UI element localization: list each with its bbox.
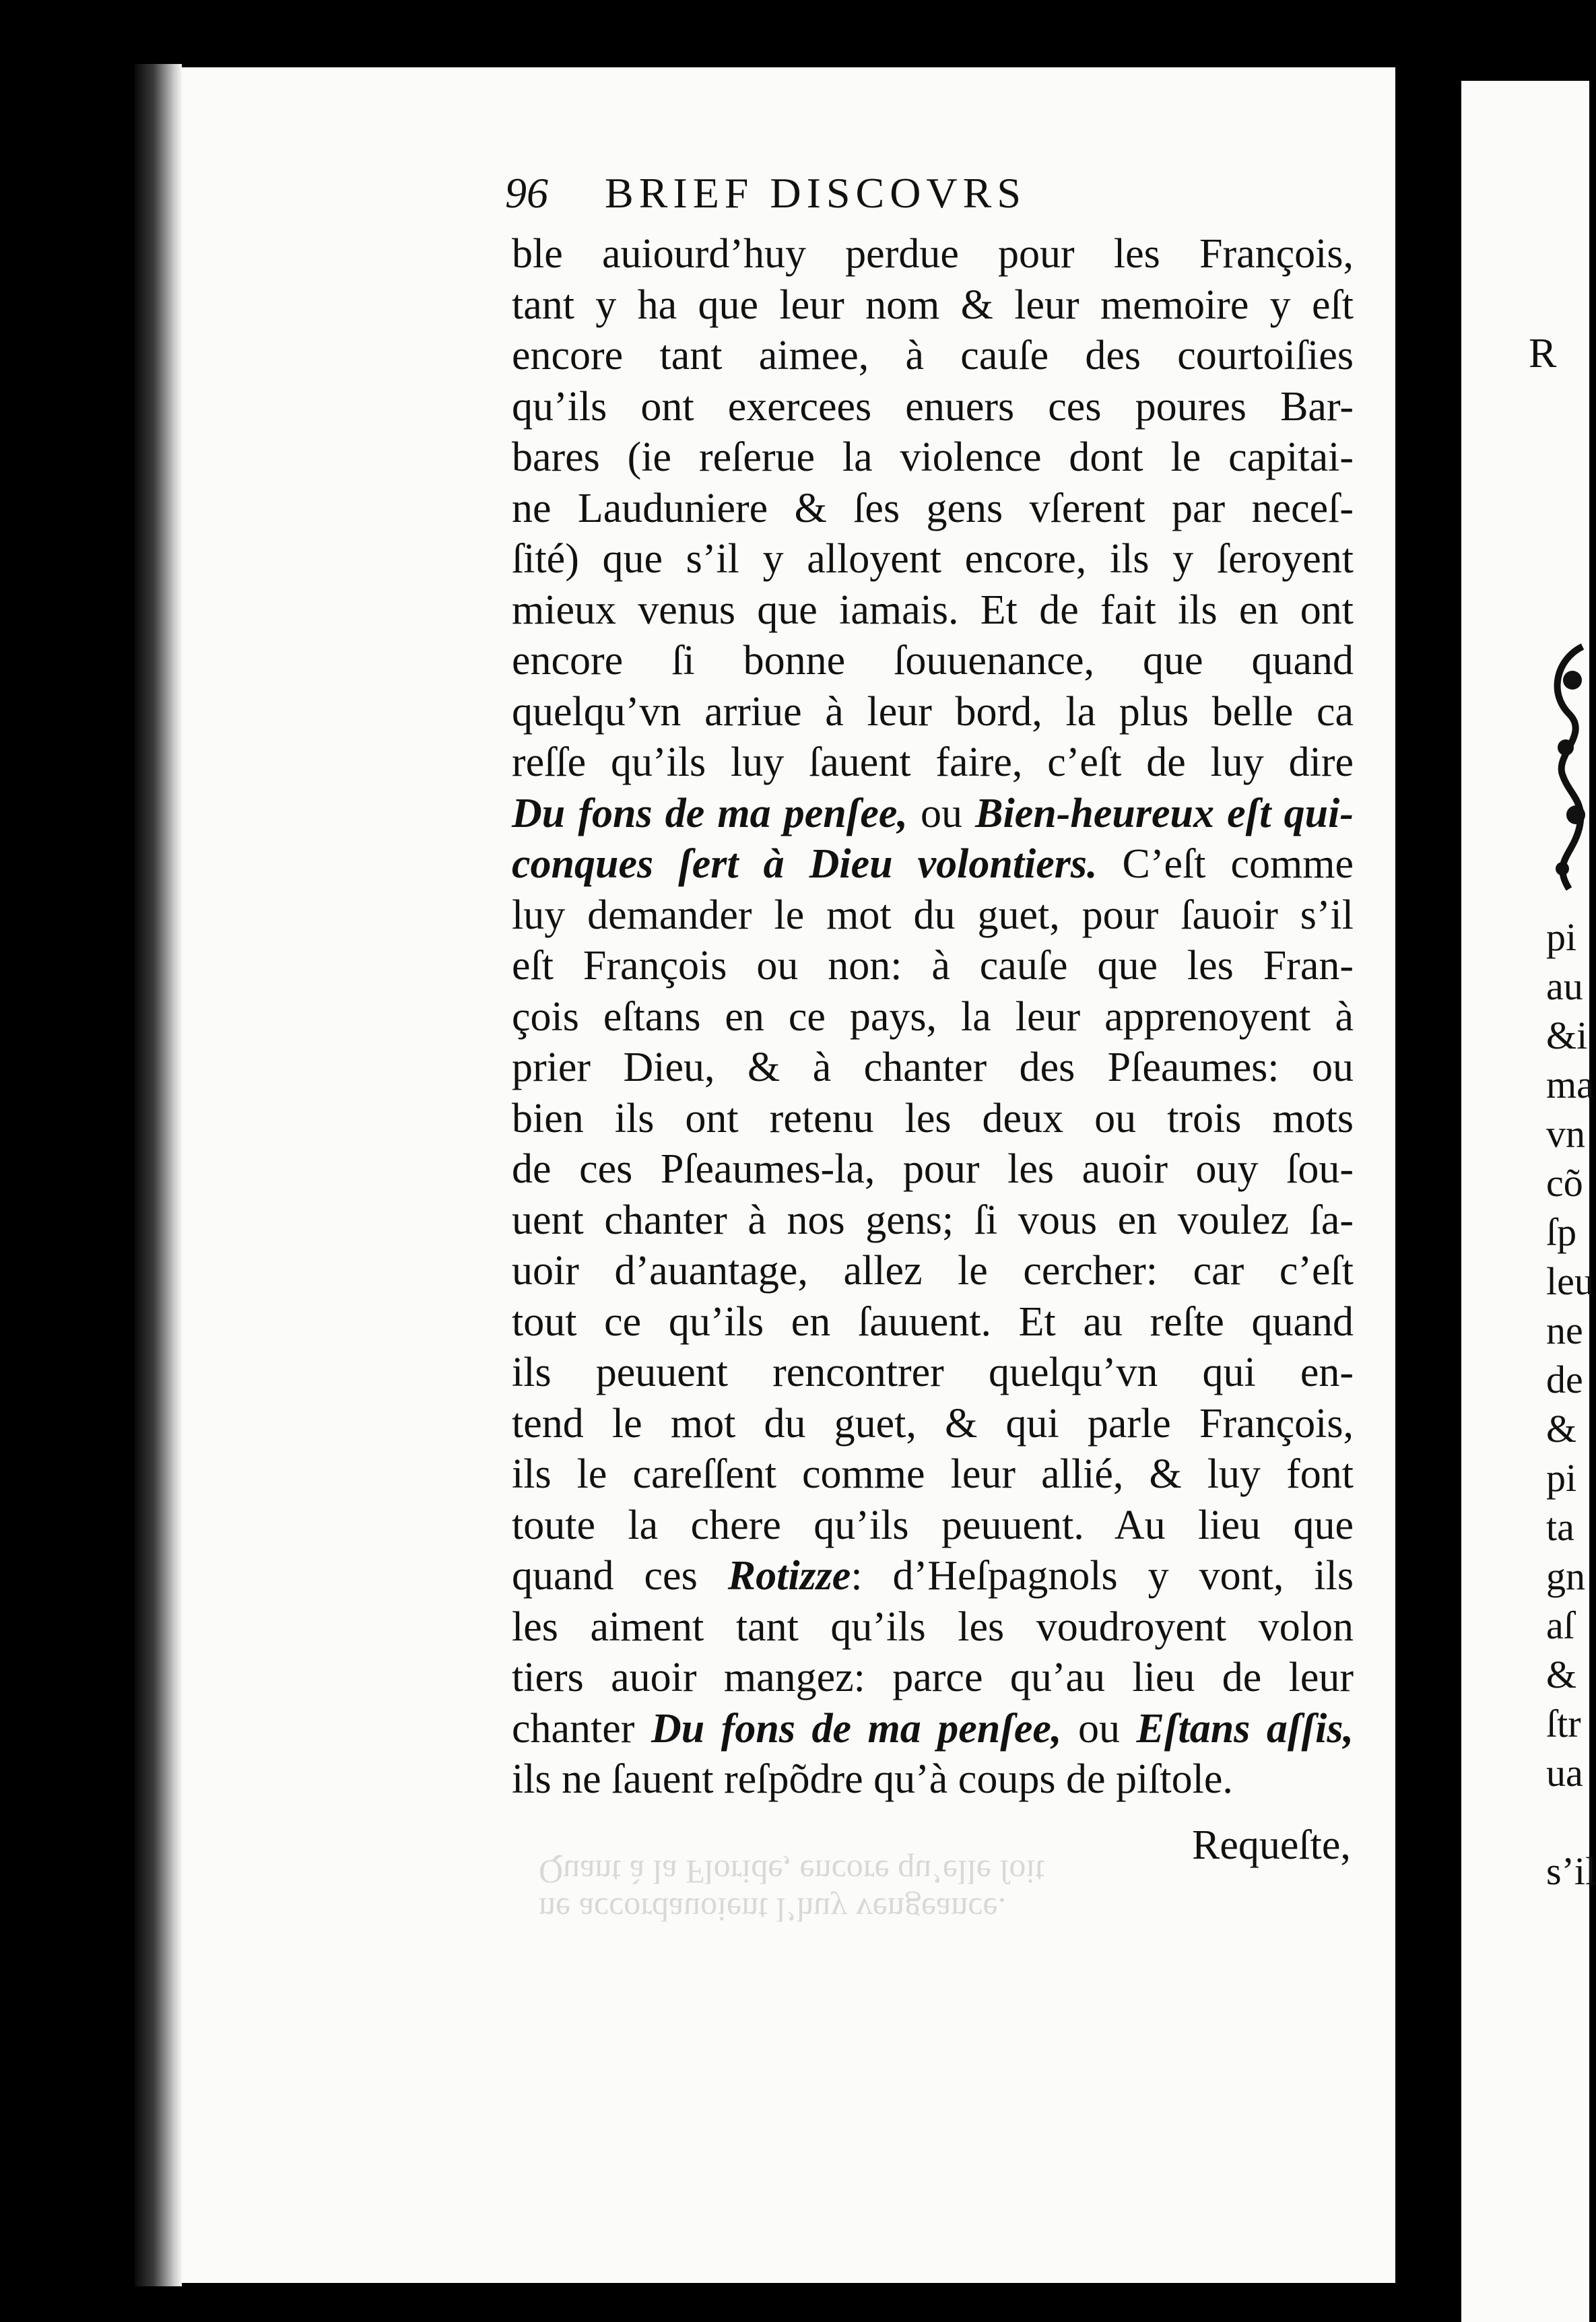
facing-line-fragment: de [1546, 1358, 1583, 1401]
running-head [505, 168, 1381, 218]
facing-line-fragment: ma [1546, 1063, 1594, 1106]
text-run: quand ces [512, 1553, 728, 1599]
text-line [512, 432, 1354, 484]
text-run: toute la chere qu’ils peuuent. Au lieu que [512, 1502, 1354, 1548]
text-run: tend le mot du guet, & qui parle François, [512, 1400, 1354, 1447]
text-run: quelqu’vn arriue à leur bord, la plus belle ca [512, 688, 1354, 735]
text-run: tant y ha que leur nom & leur memoire y eſt [512, 281, 1354, 328]
facing-page-fragments [1546, 913, 1596, 1896]
facing-page-initial: R [1529, 331, 1557, 376]
facing-line-fragment: s’il [1546, 1849, 1596, 1893]
text-line [512, 331, 1354, 382]
text-run: ils ne ſauent reſpõdre qu’à coups de piſtole. [512, 1756, 1233, 1802]
text-run: les aiment tant qu’ils les voudroyent volon [512, 1603, 1354, 1650]
italic-run: Du fons de ma penſee, [651, 1705, 1062, 1752]
text-run: chanter [512, 1705, 651, 1752]
text-line [512, 280, 1354, 331]
text-run: encore ſi bonne ſouuenance, que quand [512, 638, 1354, 684]
text-line [512, 1399, 1354, 1450]
text-run: prier Dieu, & à chanter des Pſeaumes: ou [512, 1044, 1354, 1090]
text-run: ne Lauduniere & ſes gens vſerent par neceſ- [512, 485, 1354, 531]
text-run: tout ce qu’ils en ſauuent. Et au reſte quand [512, 1298, 1354, 1345]
show-through-text [539, 1853, 1313, 1929]
facing-line-fragment: gn [1546, 1554, 1585, 1598]
text-run: ou [1061, 1705, 1137, 1752]
text-run: eſt François ou non: à cauſe que les Fran- [512, 943, 1354, 989]
text-line [512, 839, 1354, 890]
text-line [512, 1094, 1354, 1145]
facing-line-fragment: vn [1546, 1112, 1585, 1156]
italic-run: Du fons de ma penſee, [512, 790, 908, 836]
facing-line-fragment: cõ [1546, 1161, 1583, 1205]
show-through-line: Quant à la Floride, encore qu’elle ſoit [539, 1853, 1045, 1891]
body-text [512, 229, 1354, 1805]
facing-line-fragment: ua [1546, 1751, 1583, 1795]
facing-line-fragment: au [1546, 964, 1583, 1008]
text-line [512, 992, 1354, 1043]
facing-line-fragment: ſtr [1546, 1702, 1581, 1746]
text-run: encore tant aimee, à cauſe des courtoiſies [512, 333, 1354, 378]
facing-line-fragment: leu [1546, 1259, 1594, 1303]
facing-line-fragment: ta [1546, 1505, 1574, 1549]
text-line [512, 1297, 1354, 1348]
text-line [512, 484, 1354, 535]
text-run: ſité) que s’il y alloyent encore, ils y ſeroyent [512, 536, 1354, 582]
text-run: mieux venus que iamais. Et de fait ils en ont [512, 587, 1354, 633]
facing-line-fragment: ſp [1546, 1210, 1577, 1254]
text-line [512, 890, 1354, 941]
text-run: C’eſt comme [1097, 841, 1354, 887]
ornament-icon [1542, 640, 1589, 896]
facing-line-fragment: & [1546, 1653, 1577, 1696]
text-run: ou [907, 790, 976, 836]
text-line [512, 1653, 1354, 1704]
text-run: qu’ils ont exercees enuers ces poures Bar- [512, 383, 1354, 430]
text-line [512, 737, 1354, 789]
text-line [512, 382, 1354, 433]
running-title: BRIEF DISCOVRS [605, 169, 1026, 217]
facing-line-fragment: ne [1546, 1308, 1583, 1352]
text-line [512, 1704, 1354, 1755]
text-run: uent chanter à nos gens; ſi vous en voulez ſa- [512, 1197, 1354, 1243]
text-run: luy demander le mot du guet, pour ſauoir s’il [512, 892, 1354, 938]
text-line [512, 687, 1354, 738]
text-run: bares (ie reſerue la violence dont le capitai- [512, 434, 1354, 480]
facing-line-fragment: &i [1546, 1014, 1588, 1057]
text-line [512, 1348, 1354, 1399]
text-line [512, 636, 1354, 687]
facing-line-fragment: pi [1546, 1456, 1577, 1500]
text-line [512, 534, 1354, 585]
italic-run: Eſtans aſſis, [1136, 1705, 1354, 1752]
text-run: ble auiourd’huy perdue pour les François, [512, 231, 1354, 277]
show-through-line: ne accordauoient l’huy vengeance. [539, 1891, 1007, 1929]
italic-run: Rotizze [727, 1553, 851, 1599]
text-run: de ces Pſeaumes-la, pour les auoir ouy ſou- [512, 1146, 1354, 1192]
text-line [512, 1195, 1354, 1247]
text-run: ils peuuent rencontrer quelqu’vn qui en- [512, 1350, 1354, 1395]
italic-run: conques ſert à Dieu volontiers. [512, 841, 1098, 887]
facing-line-fragment [1546, 1797, 1596, 1847]
text-run: ils le careſſent comme leur allié, & luy font [512, 1451, 1354, 1497]
page-edge-shadow [135, 64, 182, 2286]
text-line [512, 1551, 1354, 1602]
text-run: uoir d’auantage, allez le cercher: car c’eſt [512, 1248, 1354, 1294]
text-run: : d’Heſpagnols y vont, ils [851, 1553, 1354, 1599]
text-line [512, 941, 1354, 992]
text-line [512, 585, 1354, 636]
text-line [512, 1246, 1354, 1297]
text-line [512, 1042, 1354, 1094]
facing-line-fragment: pi [1546, 915, 1577, 959]
text-run: tiers auoir mangez: parce qu’au lieu de leur [512, 1655, 1354, 1700]
text-run: çois eſtans en ce pays, la leur apprenoyent à [512, 993, 1354, 1040]
text-line [512, 1602, 1354, 1653]
text-line [512, 1144, 1354, 1195]
text-line [512, 1500, 1354, 1552]
text-run: bien ils ont retenu les deux ou trois mots [512, 1095, 1354, 1141]
facing-line-fragment: aſ [1546, 1603, 1574, 1647]
text-line [512, 1754, 1354, 1805]
italic-run: Bien-heureux eſt qui- [975, 790, 1354, 836]
book-gutter [1401, 0, 1461, 2322]
facing-line-fragment: & [1546, 1407, 1577, 1451]
page-number: 96 [505, 169, 548, 217]
text-line [512, 1449, 1354, 1500]
text-run: reſſe qu’ils luy ſauent faire, c’eſt de luy dire [512, 739, 1354, 785]
catchword: Requeſte, [1192, 1822, 1351, 1868]
text-line [512, 229, 1354, 280]
text-line [512, 789, 1354, 840]
